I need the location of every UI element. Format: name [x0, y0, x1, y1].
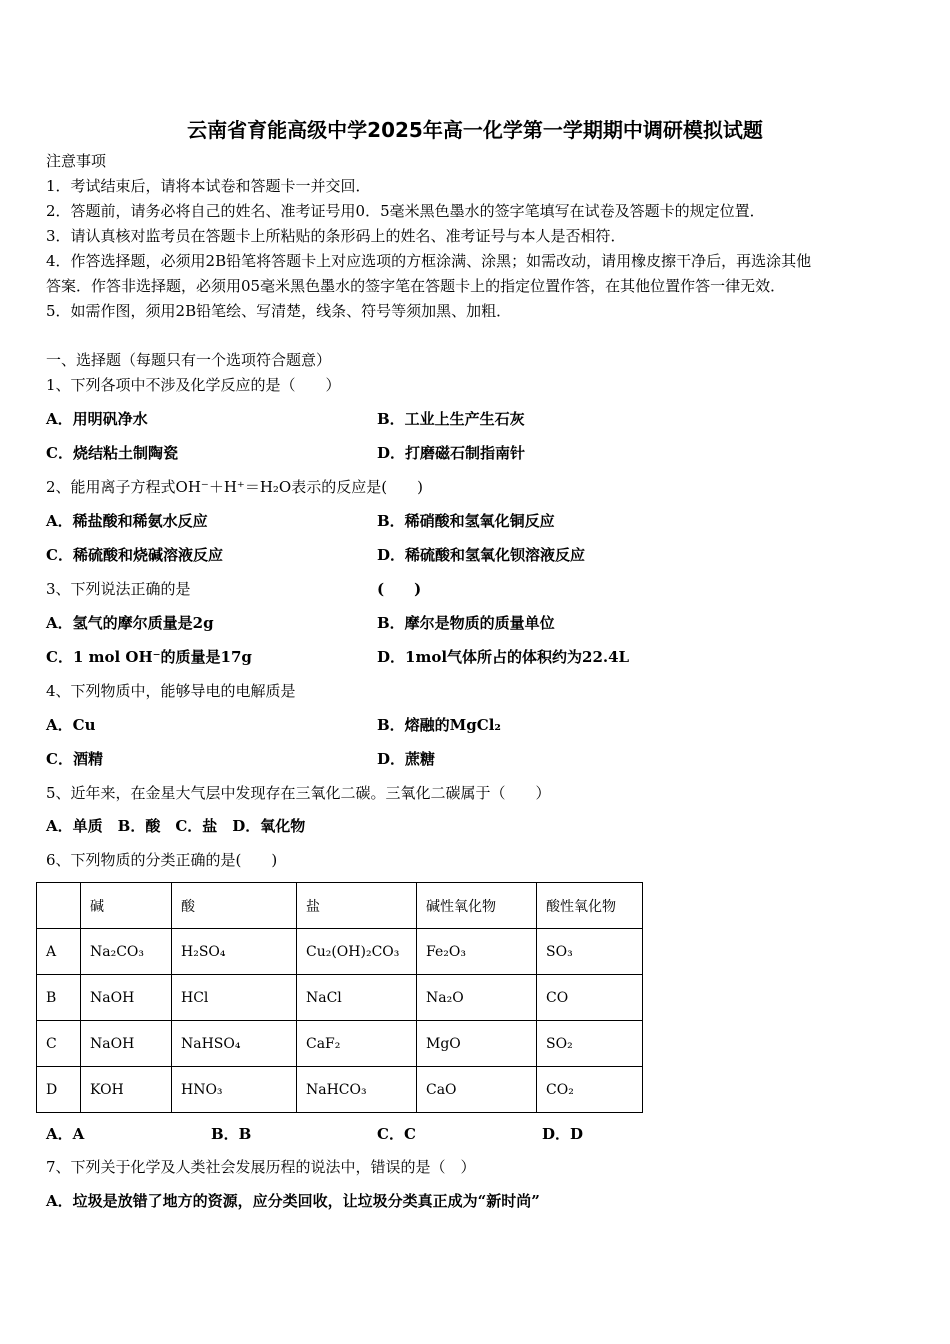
question-5-stem: 5、近年来，在金星大气层中发现存在三氧化二碳。三氧化二碳属于（ ）: [46, 784, 551, 802]
q1-option-d: D．打磨磁石制指南针: [377, 444, 526, 462]
table-cell: NaOH: [81, 975, 172, 1021]
q3-option-a: A．氢气的摩尔质量是2g: [46, 614, 214, 632]
note-item: 2．答题前，请务必将自己的姓名、准考证号用0．5毫米黑色墨水的签字笔填写在试卷及答题卡的规定位置．: [46, 202, 765, 220]
table-row: [37, 1021, 643, 1067]
q2-option-a: A．稀盐酸和稀氨水反应: [46, 512, 208, 530]
table-header-cell: 酸性氧化物: [537, 883, 643, 929]
table-cell: Na₂CO₃: [81, 929, 172, 975]
question-4-stem: 4、下列物质中，能够导电的电解质是: [46, 682, 296, 700]
q5-options: A．单质 B．酸 C．盐 D．氧化物: [46, 817, 306, 835]
q4-option-b: B．熔融的MgCl₂: [377, 716, 501, 734]
table-cell: CO: [537, 975, 643, 1021]
table-cell: Na₂O: [417, 975, 537, 1021]
table-cell: NaHCO₃: [297, 1067, 417, 1113]
question-7-stem: 7、下列关于化学及人类社会发展历程的说法中，错误的是（ ）: [46, 1158, 476, 1176]
table-cell: A: [37, 929, 81, 975]
table-cell: NaOH: [81, 1021, 172, 1067]
q4-option-c: C．酒精: [46, 750, 103, 768]
table-cell: C: [37, 1021, 81, 1067]
table-header-cell: [37, 883, 81, 929]
question-1-stem: 1、下列各项中不涉及化学反应的是（ ）: [46, 376, 341, 394]
q2-option-b: B．稀硝酸和氢氧化铜反应: [377, 512, 555, 530]
table-header-cell: 盐: [297, 883, 417, 929]
table-header-cell: 碱: [81, 883, 172, 929]
q1-option-b: B．工业上生产生石灰: [377, 410, 525, 428]
table-cell: CaF₂: [297, 1021, 417, 1067]
note-item: 3．请认真核对监考员在答题卡上所粘贴的条形码上的姓名、准考证号与本人是否相符．: [46, 227, 626, 245]
table-cell: HCl: [172, 975, 297, 1021]
q1-option-c: C．烧结粘土制陶瓷: [46, 444, 178, 462]
table-cell: H₂SO₄: [172, 929, 297, 975]
table-cell: SO₃: [537, 929, 643, 975]
table-row: [37, 1067, 643, 1113]
table-header-row: [37, 883, 643, 929]
question-3-stem: 3、下列说法正确的是: [46, 580, 191, 598]
q3-option-d: D．1mol气体所占的体积约为22.4L: [377, 648, 630, 666]
section-heading: 一、选择题（每题只有一个选项符合题意）: [46, 351, 332, 369]
table-cell: NaCl: [297, 975, 417, 1021]
q6-option-d: D．D: [542, 1125, 584, 1143]
classification-table: [36, 882, 643, 1113]
table-cell: MgO: [417, 1021, 537, 1067]
note-item: 5．如需作图，须用2B铅笔绘、写清楚，线条、符号等须加黑、加粗．: [46, 302, 512, 320]
page-title: 云南省育能高级中学2025年高一化学第一学期期中调研模拟试题: [187, 118, 763, 142]
table-cell: Fe₂O₃: [417, 929, 537, 975]
q2-option-c: C．稀硫酸和烧碱溶液反应: [46, 546, 223, 564]
table-cell: SO₂: [537, 1021, 643, 1067]
q3-option-b: B．摩尔是物质的质量单位: [377, 614, 555, 632]
note-item: 1．考试结束后，请将本试卷和答题卡一并交回．: [46, 177, 371, 195]
q6-option-b: B．B: [211, 1125, 252, 1143]
q6-option-c: C．C: [377, 1125, 416, 1143]
q3-paren: ( ): [377, 580, 422, 598]
table-cell: B: [37, 975, 81, 1021]
table-row: [37, 929, 643, 975]
q4-option-a: A．Cu: [46, 716, 96, 734]
table-cell: CaO: [417, 1067, 537, 1113]
q3-option-c: C．1 mol OH⁻的质量是17g: [46, 648, 252, 666]
question-2-stem: 2、能用离子方程式OH⁻＋H⁺＝H₂O表示的反应是( ): [46, 478, 423, 496]
q7-option-a: A．垃圾是放错了地方的资源，应分类回收，让垃圾分类真正成为“新时尚”: [46, 1192, 540, 1210]
table-cell: KOH: [81, 1067, 172, 1113]
table-cell: D: [37, 1067, 81, 1113]
table-cell: NaHSO₄: [172, 1021, 297, 1067]
table-row: [37, 975, 643, 1021]
note-item: 答案．作答非选择题，必须用05毫米黑色墨水的签字笔在答题卡上的指定位置作答，在其他位置作答一律无效．: [46, 277, 786, 295]
notes-heading: 注意事项: [46, 152, 107, 170]
q6-option-a: A．A: [46, 1125, 85, 1143]
table-header-cell: 碱性氧化物: [417, 883, 537, 929]
table-cell: CO₂: [537, 1067, 643, 1113]
table-header-cell: 酸: [172, 883, 297, 929]
q4-option-d: D．蔗糖: [377, 750, 436, 768]
question-6-stem: 6、下列物质的分类正确的是( ): [46, 851, 278, 869]
note-item: 4．作答选择题，必须用2B铅笔将答题卡上对应选项的方框涂满、涂黑；如需改动，请用橡皮擦干净后，再选涂其他: [46, 252, 812, 270]
table-cell: HNO₃: [172, 1067, 297, 1113]
table-cell: Cu₂(OH)₂CO₃: [297, 929, 417, 975]
q2-option-d: D．稀硫酸和氢氧化钡溶液反应: [377, 546, 586, 564]
q1-option-a: A．用明矾净水: [46, 410, 148, 428]
